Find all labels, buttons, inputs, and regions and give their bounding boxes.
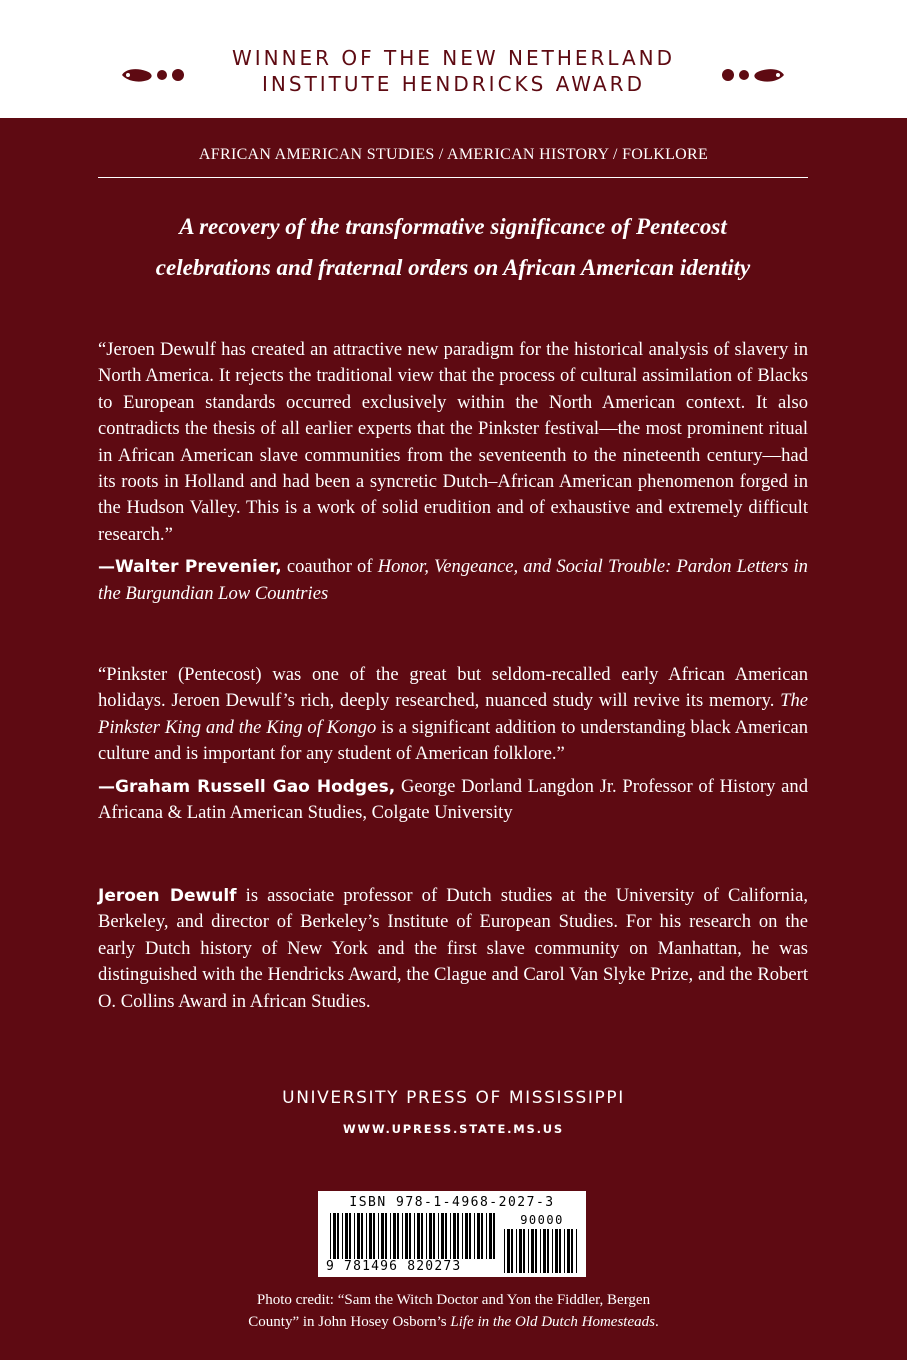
author-bio-text [98,883,808,1015]
photo-credit-line-1: Photo credit: “Sam the Witch Doctor and Yon the Fiddler, Bergen [256,1292,651,1308]
barcode-bar [402,1213,403,1259]
endorsement-text: “Jeroen Dewulf has created an attractive new paradigm for the historical analysis of slavery in North America. It rejects the traditional view that the process of cultural assimilation of Blacks to European standards occurred exclusively within the North American context. It also contradicts the thesis of all earlier experts that the Pinkster festival—the most prominent ritual in African American slave communities from the seventeenth to the nineteenth century—had its roots in Holland and had been a syncretic Dutch–African American phenomenon forged in the Hudson Valley. This is a work of solid erudition and of exhaustive and extremely difficult research.” [98,339,808,545]
barcode-bar [397,1213,399,1259]
author-bio [98,883,808,1015]
barcode-bar [438,1213,439,1259]
barcode-bar [354,1213,355,1259]
barcode-bar [366,1213,367,1259]
category-divider [98,177,808,178]
barcode-addon-bars [504,1229,580,1273]
barcode-bar [531,1229,534,1273]
barcode-bar [426,1213,427,1259]
endorser-role: coauthor of [281,556,378,578]
award-banner [0,0,907,118]
barcode-bar [528,1229,529,1273]
barcode-digits: 9 781496 820273 [326,1259,462,1274]
barcode-bar [511,1229,513,1273]
barcode-bar [421,1213,423,1259]
barcode-bar [462,1213,463,1259]
book-title: The Pinkster King and the King of Kongo [98,690,808,738]
barcode-bar [333,1213,336,1259]
barcode-bar [516,1229,517,1273]
award-line-1: WINNER OF THE NEW NETHERLAND [231,46,676,70]
barcode-bar [489,1213,492,1259]
tagline-line-1: A recovery of the transformative significance of Pentecost [179,214,727,239]
barcode-bar [469,1213,471,1259]
barcode-bars [330,1213,496,1259]
endorsement-attribution [98,554,808,607]
endorsement-attribution [98,774,808,827]
barcode-bar [393,1213,396,1259]
barcode-bar [450,1213,451,1259]
barcode-bar [409,1213,411,1259]
barcode-bar [378,1213,379,1259]
endorser-name: —Graham Russell Gao Hodges, [98,776,396,797]
barcode-bar [357,1213,360,1259]
barcode-bar [559,1229,561,1273]
barcode-bar [576,1229,577,1273]
barcode-bar [535,1229,537,1273]
barcode-bar [519,1229,522,1273]
barcode-bar [349,1213,351,1259]
tagline [98,206,808,288]
barcode-bar [552,1229,553,1273]
endorser-work: Honor, Vengeance, and Social Trouble: Pardon Letters in the Burgundian Low Countries [98,556,808,604]
barcode-bar [373,1213,375,1259]
endorsement-text-part: is a significant addition to understanding black American culture and is important for any student of American folklore.” [98,716,808,765]
subject-categories: AFRICAN AMERICAN STUDIES / AMERICAN HISTORY / FOLKLORE [198,146,709,163]
barcode-bar [504,1229,505,1273]
endorser-name: —Walter Prevenier, [98,557,282,578]
barcode-bar [507,1229,510,1273]
author-name: Jeroen Dewulf [98,886,237,906]
barcode-bar [571,1229,573,1273]
barcode-bar [417,1213,420,1259]
barcode-bar [567,1229,570,1273]
award-line-2: INSTITUTE HENDRICKS AWARD [262,72,645,96]
publisher-name: UNIVERSITY PRESS OF MISSISSIPPI [282,1088,625,1108]
barcode-bar [441,1213,444,1259]
photo-credit-line-2 [0,1311,907,1333]
barcode-bar [330,1213,331,1259]
photo-credit [0,1289,907,1333]
barcode-bar [547,1229,549,1273]
barcode-bar [390,1213,391,1259]
barcode-bar [433,1213,435,1259]
barcode-bar [457,1213,459,1259]
photo-credit-text: County” in John Hosey Osborn’s [248,1314,451,1330]
author-bio-body: is associate professor of Dutch studies at the University of California, Berkeley, and director of Berkeley’s Institute of European Studies. For his research on the early Dutch history of New York and the first slave community on Manhattan, he was distinguished with the Hendricks Award, the Clague and Carol Van Slyke Prize, and the Robert O. Collins Award in African Studies. [98,885,809,1012]
endorsement-prevenier [98,337,808,607]
barcode-bar [481,1213,483,1259]
barcode-bar [429,1213,432,1259]
barcode-bar [453,1213,456,1259]
barcode-addon-digits: 90000 [520,1213,564,1227]
endorsement-text-part: “Pinkster (Pentecost) was one of the great but seldom-recalled early African American holidays. Jeroen Dewulf’s rich, deeply researched, nuanced study will revive its memory. [98,664,808,712]
barcode-bar [369,1213,372,1259]
barcode-bar [540,1229,541,1273]
barcode-bar [477,1213,480,1259]
publisher-url: WWW.UPRESS.STATE.MS.US [342,1122,564,1136]
barcode-bar [342,1213,343,1259]
barcode-bar [555,1229,558,1273]
isbn-barcode [318,1191,586,1277]
endorser-role: George Dorland Langdon Jr. Professor of History and Africana & Latin American Studies, Colgate University [98,775,808,824]
barcode-bar [493,1213,495,1259]
barcode-bar [345,1213,348,1259]
barcode-bar [543,1229,546,1273]
barcode-bar [445,1213,447,1259]
barcode-bar [337,1213,339,1259]
barcode-bar [405,1213,408,1259]
barcode-bar [523,1229,525,1273]
endorsement-hodges [98,662,808,826]
right-ornament-icon [720,64,786,86]
photo-credit-text: . [654,1314,659,1330]
endorsement-text [98,662,808,768]
tagline-line-2: celebrations and fraternal orders on African American identity [155,255,751,280]
barcode-bar [414,1213,415,1259]
barcode-bar [564,1229,565,1273]
barcode-bar [361,1213,363,1259]
isbn-label: ISBN 978-1-4968-2027-3 [349,1195,555,1210]
barcode-bar [385,1213,387,1259]
barcode-bar [381,1213,384,1259]
barcode-bar [486,1213,487,1259]
barcode-bar [474,1213,475,1259]
barcode-bar [465,1213,468,1259]
photo-credit-book-title: Life in the Old Dutch Homesteads [450,1314,655,1330]
